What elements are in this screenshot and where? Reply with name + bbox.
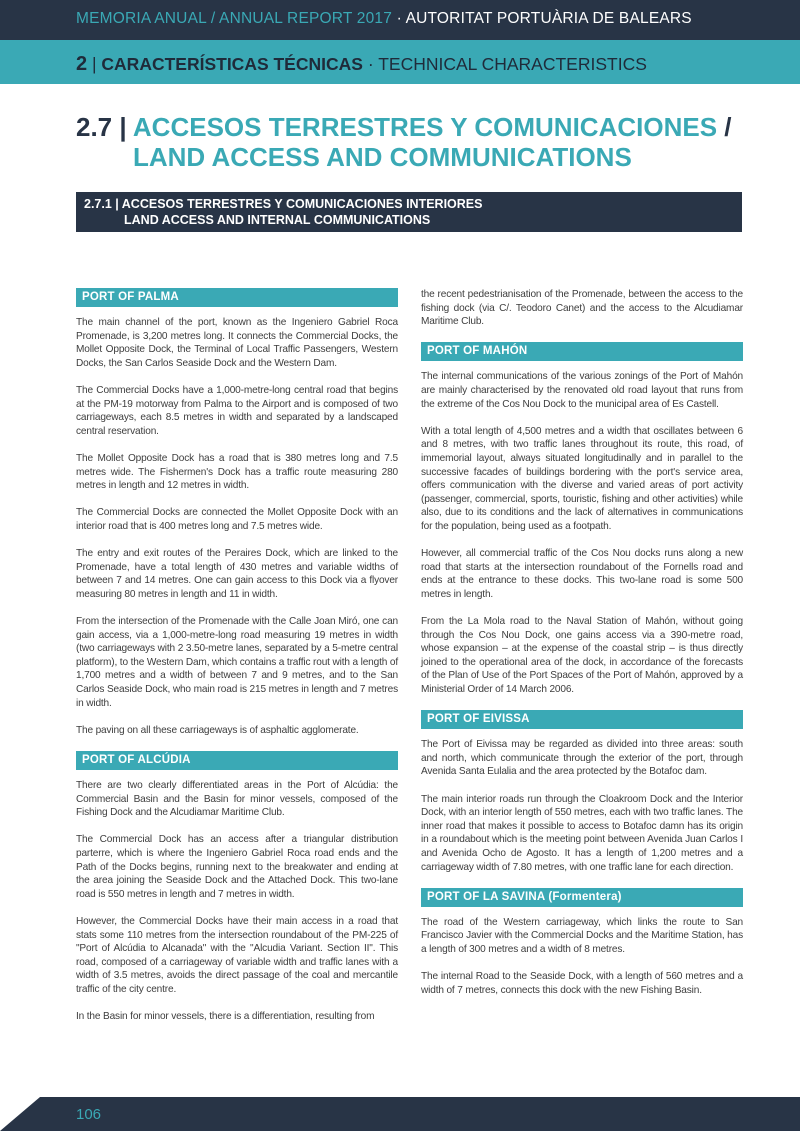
section-bar: [0, 40, 800, 84]
footer-bar: [0, 1097, 800, 1131]
header-separator: /: [206, 10, 220, 27]
heading-prefix: 2.7 |: [76, 112, 133, 142]
heading-slash: /: [717, 112, 732, 142]
subsection-title-es: 2.7.1 | ACCESOS TERRESTRES Y COMUNICACIONES INTERIORES: [84, 197, 483, 211]
paragraph: The Port of Eivissa may be regarded as divided into three areas: south and north, which communicate through the exterior of the port, through Avenida Santa Eulalia and the area protected by the Botafoc dam.: [421, 739, 743, 778]
section-title-en: TECHNICAL CHARACTERISTICS: [378, 54, 647, 74]
page-heading: [76, 111, 732, 172]
port-savina-heading: PORT OF LA SAVINA (Formentera): [421, 888, 743, 907]
report-header-text: [76, 10, 692, 28]
heading-title-en: LAND ACCESS AND COMMUNICATIONS: [133, 142, 632, 172]
top-header-bar: [0, 0, 800, 40]
paragraph: The Commercial Docks are connected the Mollet Opposite Dock with an interior road that is 400 metres long and 7.5 metres wide.: [76, 507, 398, 532]
annual-report-label: ANNUAL REPORT 2017: [219, 10, 393, 27]
port-eivissa-heading: PORT OF EIVISSA: [421, 710, 743, 729]
memoria-label: MEMORIA ANUAL: [76, 10, 207, 27]
paragraph: With a total length of 4,500 metres and a width that oscillates between 6 and 8 metres, with two traffic lanes throughout its route, this road, of immemorial layout, always situated longitudinally and in parallel to the successive facades of buildings bordering with the port's service area, offers communication with the diverse and varied areas of port activity (passenger, commercial, sports, touristic, fishing and other activities) while also, due to its conditions and the lack of alternatives in communications for the population, being used as a footpath.: [421, 425, 743, 532]
paragraph: From the intersection of the Promenade with the Calle Joan Miró, one can gain access, via a 1,000-metre-long road measuring 19 metres in width (two carriageways with 2 3.50-metre lanes, separated by a 5-metre central platform), to the Western Dam, which contains a traffic rout with a length of 1,700 metres and a width of between 7 and 9 metres, and to the San Carlos Seaside Dock, who main road is 215 metres in length and 7 metres in width.: [76, 616, 398, 709]
paragraph: The Commercial Docks have a 1,000-metre-long central road that begins at the PM-19 motorway from Palma to the Airport and is composed of two carriageways, each 8.5 metres in width and separated by a landscaped central reservation.: [76, 384, 398, 437]
page-number: 106: [76, 1106, 102, 1123]
port-palma-heading: PORT OF PALMA: [76, 288, 398, 307]
paragraph: The entry and exit routes of the Peraires Dock, which are linked to the Promenade, have a total length of 430 metres and variable widths of between 7 and 14 metres. One can gain access to this Dock via a flyover measuring 80 metres in length and 11 in width.: [76, 548, 398, 600]
right-column: [421, 288, 743, 1011]
paragraph: the recent pedestrianisation of the Promenade, between the access to the fishing dock (via C/. Teodoro Canet) and the access to the Alcudiamar Maritime Club.: [421, 289, 743, 328]
paragraph: However, all commercial traffic of the Cos Nou docks runs along a new road that starts at the intersection roundabout of the Fornells road and ends at the entrance to these docks. This two-lane road is some 500 metres in length.: [421, 548, 743, 600]
paragraph: The Mollet Opposite Dock has a road that is 380 metres long and 7.5 metres wide. The Fishermen's Dock has a traffic route measuring 280 metres in length and 12 metres in width.: [76, 452, 398, 492]
paragraph: There are two clearly differentiated areas in the Port of Alcúdia: the Commercial Basin and the Basin for minor vessels, composed of the Fishing Dock and the Alcudiamar Maritime Club.: [76, 780, 398, 819]
heading-title-es: ACCESOS TERRESTRES Y COMUNICACIONES: [132, 112, 718, 142]
paragraph: The internal Road to the Seaside Dock, with a length of 560 metres and a width of 7 metres, connects this dock with the new Fishing Basin.: [421, 971, 743, 996]
header-dot: ·: [392, 10, 406, 27]
paragraph: The main channel of the port, known as the Ingeniero Gabriel Roca Promenade, is 3,200 metres long. It connects the Commercial Docks, the Mollet Opposite Dock, the Terminal of Local Traffic Passengers, Western Docks, the San Carlos Seaside Dock and the Western Dam.: [76, 317, 398, 369]
port-alcudia-heading: PORT OF ALCÚDIA: [76, 751, 398, 770]
subsection-bar: [76, 192, 742, 232]
paragraph: From the La Mola road to the Naval Station of Mahón, without going through the Cos Nou Dock, one gains access via a 390-metre road, whose expansion – at the expense of the coastal strip – is thus directly joined to the operational area of the dock, in accordance of the forecasts of the Plan of Use of the Port Spaces of the Port of Mahón, approved by a Ministerial Order of 14 March 2006.: [421, 616, 743, 696]
paragraph: However, the Commercial Docks have their main access in a road that stats some 110 metres from the intersection roundabout of the PM-225 of "Port of Alcúdia to Alcanada" with the "Alcudia Variant. Section II". This road, composed of a carriageway of variable width and traffic lanes with a width of 3.5 metres, avoids the direct passage of the coal and mercantile traffic of the city centre.: [76, 915, 398, 995]
left-column: [76, 288, 398, 1037]
port-mahon-heading: PORT OF MAHÓN: [421, 342, 743, 361]
section-title-es: CARACTERÍSTICAS TÉCNICAS: [101, 54, 363, 74]
authority-label: AUTORITAT PORTUÀRIA DE BALEARS: [405, 10, 692, 27]
paragraph: The internal communications of the various zonings of the Port of Mahón are mainly characterised by the renovated old road layout that runs from the extreme of the Cos Nou Dock to the municipal area of Es Castell.: [421, 371, 743, 410]
section-number: 2: [76, 53, 88, 75]
paragraph: The road of the Western carriageway, which links the route to San Francisco Javier with the Commercial Docks and the Maritime Station, has a length of 300 metres and a width of 8 metres.: [421, 916, 743, 955]
paragraph: The Commercial Dock has an access after a triangular distribution parterre, which is where the Ingeniero Gabriel Roca road ends and the Path of the Docks begins, running next to the breakwater and ending at the area joining the Seaside Dock and the Attached Dock. This two-lane road is 550 metres in length and 7 metres in width.: [76, 834, 398, 900]
section-divider: |: [87, 54, 102, 74]
paragraph: In the Basin for minor vessels, there is a differentiation, resulting from: [76, 1011, 375, 1023]
section-separator: ·: [362, 54, 379, 74]
subsection-title-en: LAND ACCESS AND INTERNAL COMMUNICATIONS: [124, 213, 431, 227]
paragraph: The paving on all these carriageways is of asphaltic agglomerate.: [76, 724, 359, 736]
section-title: [76, 53, 647, 76]
footer-wedge: [0, 1097, 40, 1131]
paragraph: The main interior roads run through the Cloakroom Dock and the Interior Dock, with an interior length of 550 metres, each with two traffic lanes. The inner road that makes it possible to access to Botafoc damn has its origin in a roundabout which is the meeting point between Avenida Juan Carlos I and Avenida Ocho de Agosto. It has a length of 1,200 metres and a carriageway width of 7.80 metres, with one traffic lane for each direction.: [421, 793, 743, 873]
